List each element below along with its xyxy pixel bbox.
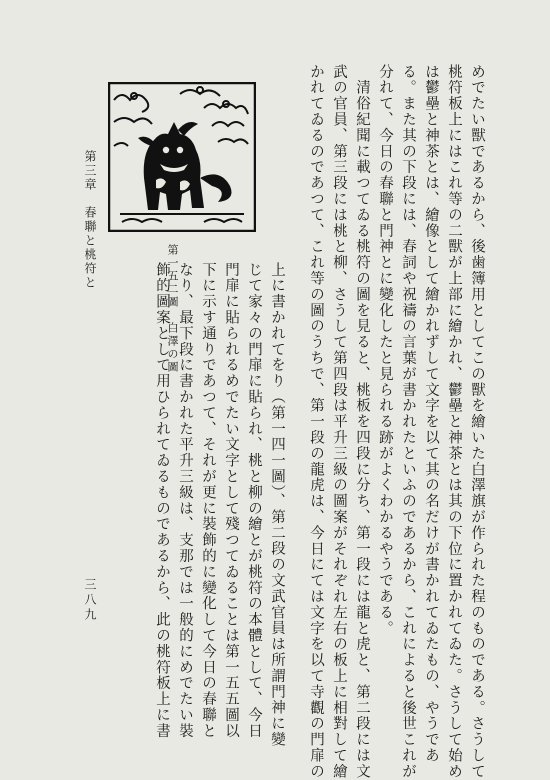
chapter-header: 第三章 春聯と桃符と [83, 150, 97, 290]
figure-caption: 第一五二圖 白澤の圖 [166, 244, 179, 374]
baize-creature-icon [108, 82, 256, 232]
body-text-lower: 上に書かれてをり（第一四一圖）、第二段の文武官員は所謂門神に變 じて家々の門扉に貼られ、桃と柳の繪とが桃符の本體として、今日 門扉に貼られるめでたい文字として殘つてゐることは第一五五圖以 下に示す通りであつて、それが更に裝飾的に變化して今日の春聯と なり、最下段に書かれた平升三級は、支那では一般的にめでたい裝 飾的圖案として用ひられてゐるものであるから、此の桃符板上に書 [154, 262, 285, 748]
page-number: 三八九 [83, 578, 97, 623]
body-text-upper: めでたい獸であるから、後歯簿用としてこの獸を繪いた白澤旗が作られた程のものである。さうして 桃符板上にはこれ等の二獸が上部に繪かれ、鬱壘と神茶とは其の下位に置かれてゐた。さうして始め は鬱壘と神茶とは、繪像として繪かれずして文字を以て其の名だけが書かれてゐたもの、やうであ る。また其の下段には、春詞や祝禱の言葉が書かれたといふのであるから、これによると後世これが 分れて、今日の春聯と門神とに變化したと見られる跡がよくわかるやうである。 清俗紀聞に載つてゐる桃符の圖を見ると、桃板を四段に分ち、第一段には龍と虎と、第二段には文 武の官員、第三段には桃と柳、さうして第四段は平升三級の圖案がそれぞれ左右の板上に相對して繪 かれてゐるのであつて、これ等の圖のうちで、第一段の龍虎は、今日にては文字を以て寺觀の門扉の [308, 64, 485, 780]
baize-illustration [108, 82, 256, 232]
